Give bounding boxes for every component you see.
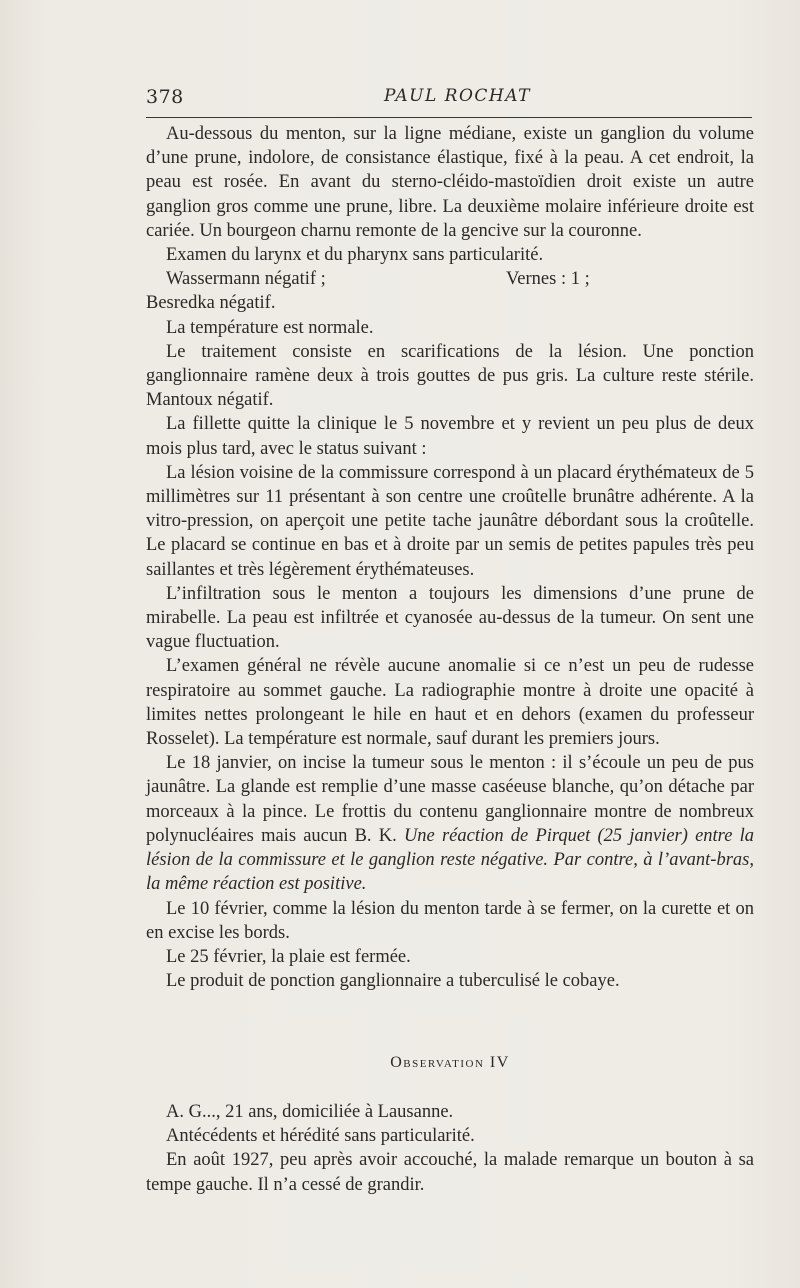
paragraph: A. G..., 21 ans, domiciliée à Lausanne. xyxy=(166,1102,454,1122)
paragraph: L’examen général ne révèle aucune anomalie si ce n’est un peu de rudesse respiratoire au sommet gauche. La radiographie montre à droite une opacité à limites nettes prolongeant le hile en haut et en dehors (examen du professeur Rosselet). La température est normale, sauf durant les premiers jours. xyxy=(146,656,754,750)
observation-heading: Observation IV xyxy=(390,1054,510,1071)
paragraph: Le produit de ponction ganglionnaire a tuberculisé le cobaye. xyxy=(166,971,620,992)
january-text: Le 18 janvier, on incise la tumeur sous le menton : il s’écoule un peu de pus jaunâtre. La glande est remplie d’une masse caséeuse blanche, qu’on détache par morceaux à la pince. Le frottis du contenu ganglionnaire montre de nombreux polynucléaires mais aucun B. K. xyxy=(146,753,754,846)
paragraph: La fillette quitte la clinique le 5 novembre et y revient un peu plus de deux mois plus tard, avec le status suivant : xyxy=(146,414,754,459)
paragraph: La température est normale. xyxy=(166,317,374,338)
observation-body xyxy=(146,1100,754,1197)
paragraph: Examen du larynx et du pharynx sans particularité. xyxy=(166,245,544,266)
body-text xyxy=(146,122,754,993)
paragraph: Le 10 février, comme la lésion du menton tarde à se fermer, on la curette et on en excise les bords. xyxy=(146,898,754,943)
paragraph: Au-dessous du menton, sur la ligne médiane, existe un ganglion du volume d’une prune, indolore, de consistance élastique, fixé à la peau. A cet endroit, la peau est rosée. En avant du sterno-cléido-mastoïdien droit existe un autre ganglion gros comme une prune, libre. La deuxième molaire inférieure droite est cariée. Un bourgeon charnu remonte de la gencive sur la couronne. xyxy=(146,124,754,241)
paragraph: La lésion voisine de la commissure correspond à un placard érythémateux de 5 millimètres sur 11 présentant à son centre une croûtelle brunâtre adhérente. A la vitro-pression, on aperçoit une petite tache jaunâtre débordant sous la croûtelle. Le placard se continue en bas et à droite par un semis de petites papules très peu saillantes et très légèrement érythémateuses. xyxy=(146,462,754,580)
header-rule xyxy=(146,117,752,118)
paragraph-january xyxy=(146,751,754,896)
paragraph: Antécédents et hérédité sans particularité. xyxy=(166,1126,475,1147)
paragraph: Besredka négatif. xyxy=(146,293,276,314)
serology-line xyxy=(146,267,754,291)
running-title: PAUL ROCHAT xyxy=(384,86,531,106)
page-header xyxy=(146,86,754,116)
wassermann-result: Wassermann négatif ; xyxy=(166,269,326,290)
paragraph: Le traitement consiste en scarifications de la lésion. Une ponction ganglionnaire ramène deux à trois gouttes de pus gris. La culture reste stérile. Mantoux négatif. xyxy=(146,341,754,411)
paragraph: Le 25 février, la plaie est fermée. xyxy=(166,946,411,967)
page-number: 378 xyxy=(146,86,184,108)
paragraph: En août 1927, peu après avoir accouché, la malade remarque un bouton à sa tempe gauche. Il n’a cessé de grandir. xyxy=(146,1150,754,1195)
vernes-result: Vernes : 1 ; xyxy=(506,269,590,290)
paragraph: L’infiltration sous le menton a toujours les dimensions d’une prune de mirabelle. La peau est infiltrée et cyanosée au-dessus de la tumeur. On sent une vague fluctuation. xyxy=(146,583,754,653)
pirquet-reaction-text: Une réaction de Pirquet (25 janvier) entre la lésion de la commissure et le ganglion reste négative. Par contre, à l’avant-bras, la même réaction est positive. xyxy=(146,825,754,895)
